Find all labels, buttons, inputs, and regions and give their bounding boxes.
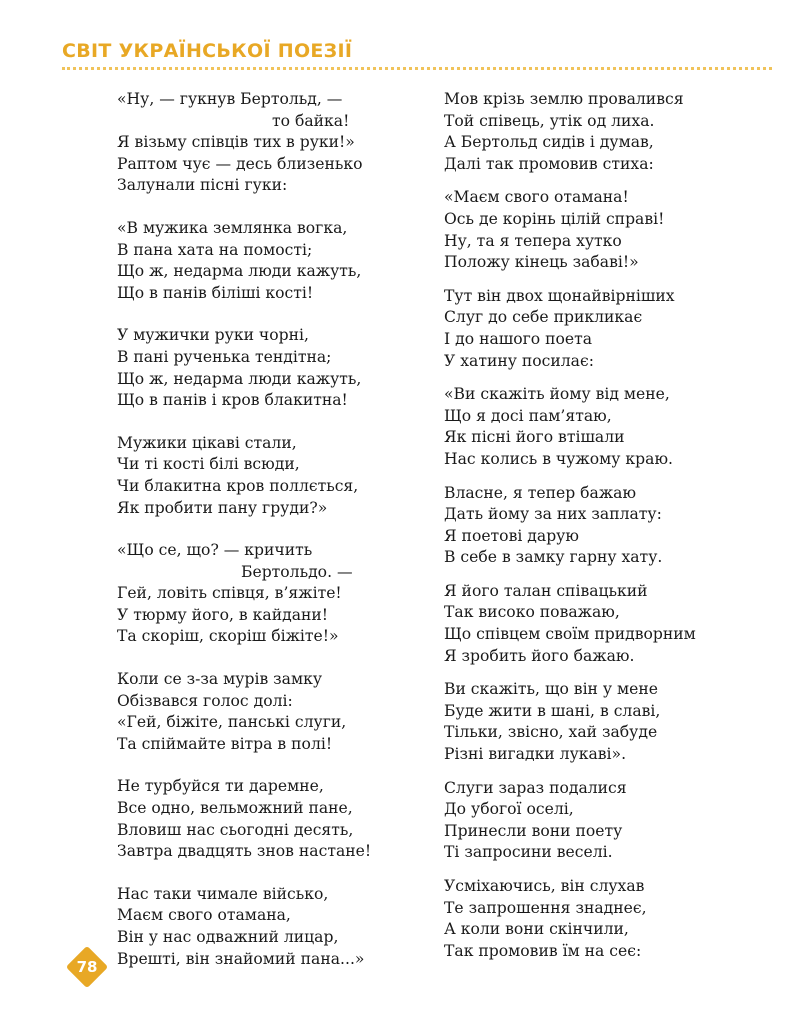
- poem-line: Та спіймайте вітра в полі!: [117, 734, 333, 753]
- poem-line: В себе в замку гарну хату.: [444, 548, 663, 567]
- poem-line: Раптом чує — десь близенько: [117, 154, 363, 173]
- poem-line: Ви скажіть, що він у мене: [444, 680, 659, 699]
- poem-line: Той співець, утік од лиха.: [444, 111, 655, 130]
- poem-line: В пані рученька тендітна;: [117, 347, 332, 366]
- stanza: [117, 669, 417, 755]
- poem-line: Нас колись в чужому краю.: [444, 449, 673, 468]
- poem-line: Обізвався голос долі:: [117, 691, 293, 710]
- poem-line: Завтра двадцять знов настане!: [117, 842, 372, 861]
- stanza: [444, 384, 774, 470]
- poem-line: Слуг до себе прикликає: [444, 308, 643, 327]
- poem-line: Врешті, він знайомий пана...»: [117, 949, 365, 968]
- poem-line: «Ну, — гукнув Бертольд, —: [117, 90, 343, 108]
- stanza: [117, 433, 417, 519]
- stanza: [444, 581, 774, 667]
- poem-line: Ну, та я тепера хутко: [444, 231, 622, 250]
- poem-line: А Бертольд сидів і думав,: [444, 133, 654, 152]
- poem-line: Чи блакитна кров поллється,: [117, 476, 359, 495]
- poem-line: Він у нас одважний лицар,: [117, 928, 339, 946]
- poem-line: Залунали пісні гуки:: [117, 176, 288, 195]
- poem-line: А коли вони скінчили,: [444, 920, 629, 939]
- stanza: [444, 679, 774, 765]
- poem-line: Тут він двох щонайвірніших: [444, 286, 675, 305]
- poem-line: Гей, ловіть співця, в’яжіте!: [117, 584, 342, 603]
- poem-line: «Ви скажіть йому від мене,: [444, 385, 670, 404]
- poem-line: Усміхаючись, він слухав: [444, 877, 645, 895]
- page-number-badge: [66, 946, 108, 988]
- page-number: 78: [76, 958, 98, 976]
- poem-line: У хатину посилає:: [444, 351, 594, 370]
- poem-line: Коли се з-за мурів замку: [117, 670, 323, 689]
- poem-line: У мужички руки чорні,: [117, 326, 309, 345]
- poem-line: До убогої оселі,: [444, 800, 574, 819]
- poem-line: Я зробить його бажаю.: [444, 646, 635, 665]
- poem-line: Власне, я тепер бажаю: [444, 483, 637, 502]
- poem-line: Все одно, вельможний пане,: [117, 799, 353, 818]
- poem-line: Чи ті кості білі всюди,: [117, 455, 300, 474]
- poem-line: Я поетові дарую: [444, 526, 579, 545]
- poem-line: Що співцем своїм придворним: [444, 625, 696, 644]
- header-dotted-rule: [62, 67, 772, 70]
- poem-line: Як пісні його втішали: [444, 428, 625, 447]
- poem-line: Ось де корінь цілій справі!: [444, 209, 665, 228]
- poem-line: Різні вигадки лукаві».: [444, 745, 627, 764]
- poem-line: В пана хата на помості;: [117, 240, 313, 259]
- poem-line: Що ж, недарма люди кажуть,: [117, 262, 362, 281]
- stanza: [117, 776, 417, 862]
- poem-line: Та скоріш, скоріш біжіте!»: [117, 627, 339, 646]
- poem-line: Слуги зараз подалися: [444, 778, 627, 797]
- stanza: [117, 325, 417, 411]
- stanza: [444, 778, 774, 864]
- poem-line: Те запрошення знаднеє,: [444, 898, 647, 917]
- poem-line: Так промовив їм на сеє:: [444, 941, 642, 960]
- poem-line: Вловиш нас сьогодні десять,: [117, 820, 354, 839]
- poem-line: Бертольдо. —: [241, 562, 353, 581]
- poem-line: Я його талан співацький: [444, 581, 648, 600]
- poem-line: Як пробити пану груди?»: [117, 498, 328, 517]
- poem-line: Далі так промовив стиха:: [444, 154, 654, 173]
- poem-line: І до нашого поета: [444, 329, 593, 348]
- stanza: [117, 218, 417, 304]
- poem-line: Маєм свого отамана,: [117, 906, 291, 925]
- stanza: [117, 884, 417, 970]
- stanza: [444, 187, 774, 273]
- poem-line: Так високо поважаю,: [444, 603, 620, 622]
- stanza: [444, 89, 774, 175]
- poem-line: «Що се, що? — кричить: [117, 541, 313, 560]
- poem-line: то байка!: [272, 111, 350, 130]
- poem-right-column: [444, 89, 774, 962]
- poem-line: Не турбуйся ти даремне,: [117, 777, 324, 796]
- section-header: СВІТ УКРАЇНСЬКОЇ ПОЕЗІЇ: [62, 40, 353, 62]
- poem-line: Мов крізь землю провалився: [444, 90, 684, 108]
- poem-line: Принесли вони поету: [444, 821, 623, 840]
- poem-line: Я візьму співців тих в руки!»: [117, 133, 355, 152]
- poem-line: Нас таки чимале військо,: [117, 884, 329, 903]
- poem-line: «В мужика землянка вогка,: [117, 218, 348, 237]
- poem-line: Що ж, недарма люди кажуть,: [117, 369, 362, 388]
- stanza: [444, 483, 774, 569]
- poem-line: Положу кінець забаві!»: [444, 253, 639, 272]
- stanza: [444, 286, 774, 372]
- stanza: [117, 540, 417, 648]
- poem-line: Тільки, звісно, хай забуде: [444, 723, 658, 742]
- stanza: [117, 89, 417, 197]
- poem-line: «Гей, біжіте, панські слуги,: [117, 713, 347, 732]
- poem-line: Дать йому за них заплату:: [444, 505, 662, 524]
- poem-line: Ті запросини веселі.: [444, 843, 613, 862]
- poem-line: Що в панів і кров блакитна!: [117, 391, 348, 410]
- poem-line: Мужики цікаві стали,: [117, 433, 297, 452]
- poem-line: «Маєм свого отамана!: [444, 188, 629, 207]
- poem-left-column: [117, 89, 417, 970]
- stanza: [444, 876, 774, 962]
- poem-line: Що я досі пам’ятаю,: [444, 406, 612, 425]
- poem-line: У тюрму його, в кайдани!: [117, 605, 329, 624]
- poem-line: Буде жити в шані, в славі,: [444, 701, 661, 720]
- poem-line: Що в панів біліші кості!: [117, 283, 314, 302]
